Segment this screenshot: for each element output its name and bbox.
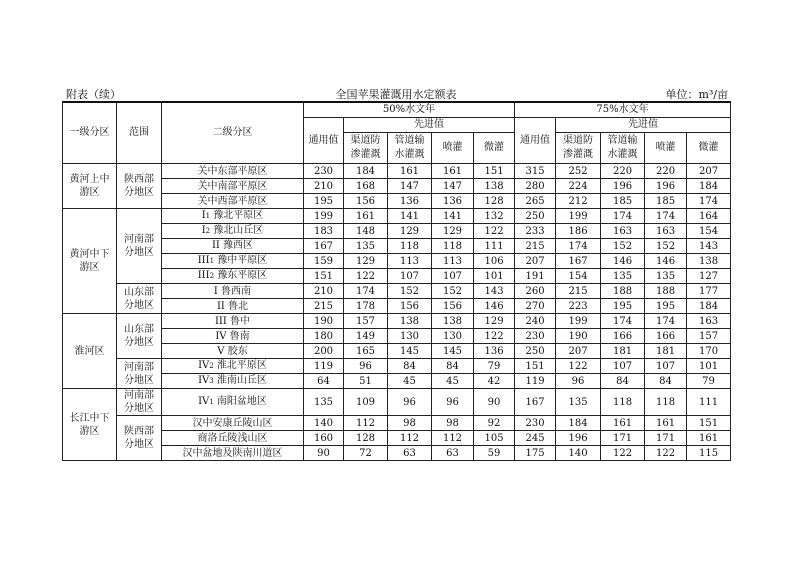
table-row (63, 374, 731, 389)
value-cell: 174 (601, 314, 645, 329)
value-cell: 163 (601, 224, 645, 239)
value-cell: 98 (432, 416, 474, 431)
value-cell: 167 (304, 239, 344, 254)
value-cell: 167 (556, 254, 601, 269)
value-cell: 180 (304, 329, 344, 344)
header-sprinkle-50: 喷灌 (432, 133, 474, 164)
value-cell: 185 (645, 194, 687, 209)
level2-zone-cell: 汉中盆地及陕南川道区 (162, 446, 304, 461)
value-cell: 128 (474, 194, 515, 209)
value-cell: 129 (432, 224, 474, 239)
value-cell: 96 (432, 389, 474, 416)
value-cell: 174 (687, 194, 731, 209)
value-cell: 130 (432, 329, 474, 344)
value-cell: 230 (515, 416, 556, 431)
value-cell: 260 (515, 284, 556, 299)
value-cell: 196 (601, 179, 645, 194)
level2-zone-cell: IV 鲁南 (162, 329, 304, 344)
value-cell: 135 (556, 389, 601, 416)
value-cell: 138 (388, 314, 432, 329)
table-row (63, 446, 731, 461)
range-cell: 河南部 分地区 (117, 209, 162, 284)
value-cell: 127 (687, 269, 731, 284)
value-cell: 122 (556, 359, 601, 374)
value-cell: 96 (344, 359, 388, 374)
level2-zone-cell: II 鲁北 (162, 299, 304, 314)
value-cell: 220 (601, 164, 645, 179)
value-cell: 174 (556, 239, 601, 254)
level2-zone-cell: III2 豫东平原区 (162, 269, 304, 284)
value-cell: 136 (388, 194, 432, 209)
value-cell: 111 (474, 239, 515, 254)
value-cell: 230 (515, 329, 556, 344)
value-cell: 152 (432, 284, 474, 299)
value-cell: 196 (645, 179, 687, 194)
value-cell: 42 (474, 374, 515, 389)
value-cell: 107 (388, 269, 432, 284)
range-cell: 陕西部 分地区 (117, 416, 162, 461)
value-cell: 111 (687, 389, 731, 416)
level1-zone-cell: 黄河中下 游区 (63, 209, 117, 314)
value-cell: 152 (601, 239, 645, 254)
table-title: 全国苹果灌溉用水定额表 (335, 88, 457, 101)
value-cell: 183 (304, 224, 344, 239)
value-cell: 122 (601, 446, 645, 461)
value-cell: 149 (344, 329, 388, 344)
value-cell: 233 (515, 224, 556, 239)
value-cell: 207 (556, 344, 601, 359)
value-cell: 195 (645, 299, 687, 314)
level2-zone-cell: I 鲁西南 (162, 284, 304, 299)
table-row (63, 239, 731, 254)
value-cell: 79 (474, 359, 515, 374)
value-cell: 119 (304, 359, 344, 374)
header-range: 范围 (117, 102, 162, 164)
value-cell: 135 (645, 269, 687, 284)
header-pipe-75: 管道输 水灌溉 (601, 133, 645, 164)
table-caption (62, 84, 730, 102)
value-cell: 109 (344, 389, 388, 416)
table-body (63, 164, 731, 461)
unit-label: 单位：m³/亩 (665, 88, 728, 101)
value-cell: 72 (344, 446, 388, 461)
table-row (63, 344, 731, 359)
value-cell: 174 (645, 209, 687, 224)
value-cell: 106 (474, 254, 515, 269)
table-row (63, 389, 731, 416)
header-freq50: 50%水文年 (304, 102, 515, 118)
level1-zone-cell: 淮河区 (63, 314, 117, 389)
level2-zone-cell: 商洛丘陵浅山区 (162, 431, 304, 446)
range-cell: 陕西部 分地区 (117, 164, 162, 209)
value-cell: 184 (344, 164, 388, 179)
value-cell: 174 (645, 314, 687, 329)
value-cell: 223 (556, 299, 601, 314)
table-row (63, 179, 731, 194)
value-cell: 190 (304, 314, 344, 329)
level2-zone-cell: 关中南部平原区 (162, 179, 304, 194)
value-cell: 199 (556, 209, 601, 224)
level2-zone-cell: 关中西部平原区 (162, 194, 304, 209)
value-cell: 138 (687, 254, 731, 269)
value-cell: 119 (515, 374, 556, 389)
value-cell: 122 (645, 446, 687, 461)
level2-zone-cell: II 豫西区 (162, 239, 304, 254)
value-cell: 161 (344, 209, 388, 224)
value-cell: 84 (645, 374, 687, 389)
value-cell: 98 (388, 416, 432, 431)
value-cell: 145 (432, 344, 474, 359)
value-cell: 151 (474, 164, 515, 179)
header-micro-50: 微灌 (474, 133, 515, 164)
range-cell: 河南部 分地区 (117, 359, 162, 389)
header-sprinkle-75: 喷灌 (645, 133, 687, 164)
table-row (63, 359, 731, 374)
value-cell: 156 (432, 299, 474, 314)
level2-zone-cell: I1 豫北平原区 (162, 209, 304, 224)
value-cell: 280 (515, 179, 556, 194)
value-cell: 265 (515, 194, 556, 209)
level2-zone-cell: 汉中安康丘陵山区 (162, 416, 304, 431)
value-cell: 143 (687, 239, 731, 254)
value-cell: 90 (474, 389, 515, 416)
level2-zone-cell: 关中东部平原区 (162, 164, 304, 179)
header-level2: 二级分区 (162, 102, 304, 164)
value-cell: 138 (432, 314, 474, 329)
value-cell: 112 (388, 431, 432, 446)
value-cell: 186 (556, 224, 601, 239)
value-cell: 92 (474, 416, 515, 431)
value-cell: 207 (687, 164, 731, 179)
value-cell: 178 (344, 299, 388, 314)
value-cell: 90 (304, 446, 344, 461)
value-cell: 96 (556, 374, 601, 389)
value-cell: 315 (515, 164, 556, 179)
value-cell: 220 (645, 164, 687, 179)
table-row (63, 416, 731, 431)
value-cell: 107 (601, 359, 645, 374)
value-cell: 118 (601, 389, 645, 416)
value-cell: 63 (388, 446, 432, 461)
value-cell: 230 (304, 164, 344, 179)
value-cell: 250 (515, 209, 556, 224)
value-cell: 143 (474, 284, 515, 299)
value-cell: 140 (304, 416, 344, 431)
level2-zone-cell: V 胶东 (162, 344, 304, 359)
value-cell: 128 (344, 431, 388, 446)
value-cell: 181 (601, 344, 645, 359)
value-cell: 113 (388, 254, 432, 269)
value-cell: 184 (556, 416, 601, 431)
value-cell: 84 (388, 359, 432, 374)
value-cell: 161 (388, 164, 432, 179)
value-cell: 161 (687, 431, 731, 446)
value-cell: 174 (601, 209, 645, 224)
value-cell: 130 (388, 329, 432, 344)
value-cell: 122 (474, 224, 515, 239)
header-canal-50: 渠道防 渗灌溉 (344, 133, 388, 164)
value-cell: 196 (556, 431, 601, 446)
value-cell: 141 (388, 209, 432, 224)
value-cell: 224 (556, 179, 601, 194)
header-level1: 一级分区 (63, 102, 117, 164)
value-cell: 101 (474, 269, 515, 284)
table-row (63, 299, 731, 314)
value-cell: 240 (515, 314, 556, 329)
value-cell: 165 (344, 344, 388, 359)
value-cell: 138 (474, 179, 515, 194)
table-row (63, 284, 731, 299)
value-cell: 151 (687, 416, 731, 431)
value-cell: 190 (556, 329, 601, 344)
value-cell: 163 (687, 314, 731, 329)
value-cell: 135 (304, 389, 344, 416)
value-cell: 147 (432, 179, 474, 194)
value-cell: 161 (432, 164, 474, 179)
table-row (63, 329, 731, 344)
value-cell: 101 (687, 359, 731, 374)
table-row (63, 431, 731, 446)
value-cell: 199 (304, 209, 344, 224)
value-cell: 129 (388, 224, 432, 239)
caption-appendix-label: 附表（续） (66, 88, 121, 101)
value-cell: 122 (344, 269, 388, 284)
table-row (63, 314, 731, 329)
table-header (63, 102, 731, 164)
value-cell: 79 (687, 374, 731, 389)
header-general-50: 通用值 (304, 118, 344, 164)
value-cell: 195 (304, 194, 344, 209)
value-cell: 159 (304, 254, 344, 269)
level2-zone-cell: IV2 淮北平原区 (162, 359, 304, 374)
value-cell: 135 (601, 269, 645, 284)
value-cell: 157 (687, 329, 731, 344)
value-cell: 210 (304, 284, 344, 299)
level2-zone-cell: I2 豫北山丘区 (162, 224, 304, 239)
value-cell: 45 (388, 374, 432, 389)
value-cell: 112 (432, 431, 474, 446)
value-cell: 118 (645, 389, 687, 416)
value-cell: 96 (388, 389, 432, 416)
value-cell: 161 (645, 416, 687, 431)
value-cell: 129 (344, 254, 388, 269)
header-advanced-75: 先进值 (556, 118, 731, 133)
value-cell: 115 (687, 446, 731, 461)
value-cell: 152 (645, 239, 687, 254)
value-cell: 107 (432, 269, 474, 284)
value-cell: 191 (515, 269, 556, 284)
value-cell: 113 (432, 254, 474, 269)
table-row (63, 164, 731, 179)
value-cell: 146 (601, 254, 645, 269)
value-cell: 132 (474, 209, 515, 224)
range-cell: 河南部 分地区 (117, 389, 162, 416)
header-canal-75: 渠道防 渗灌溉 (556, 133, 601, 164)
value-cell: 174 (344, 284, 388, 299)
value-cell: 146 (645, 254, 687, 269)
irrigation-quota-table (62, 101, 731, 461)
value-cell: 215 (556, 284, 601, 299)
level2-zone-cell: III1 豫中平原区 (162, 254, 304, 269)
value-cell: 118 (388, 239, 432, 254)
value-cell: 112 (344, 416, 388, 431)
value-cell: 166 (601, 329, 645, 344)
table-row (63, 194, 731, 209)
value-cell: 156 (388, 299, 432, 314)
value-cell: 64 (304, 374, 344, 389)
value-cell: 164 (687, 209, 731, 224)
value-cell: 177 (687, 284, 731, 299)
value-cell: 161 (601, 416, 645, 431)
value-cell: 188 (645, 284, 687, 299)
value-cell: 181 (645, 344, 687, 359)
value-cell: 151 (515, 359, 556, 374)
value-cell: 147 (388, 179, 432, 194)
level1-zone-cell: 长江中下 游区 (63, 389, 117, 461)
value-cell: 188 (601, 284, 645, 299)
value-cell: 145 (388, 344, 432, 359)
table-row (63, 209, 731, 224)
value-cell: 250 (515, 344, 556, 359)
level2-zone-cell: III 鲁中 (162, 314, 304, 329)
value-cell: 105 (474, 431, 515, 446)
value-cell: 163 (645, 224, 687, 239)
value-cell: 154 (556, 269, 601, 284)
value-cell: 136 (474, 344, 515, 359)
header-freq75: 75%水文年 (515, 102, 731, 118)
value-cell: 195 (601, 299, 645, 314)
value-cell: 184 (687, 299, 731, 314)
level1-zone-cell: 黄河上中 游区 (63, 164, 117, 209)
value-cell: 141 (432, 209, 474, 224)
value-cell: 215 (515, 239, 556, 254)
value-cell: 166 (645, 329, 687, 344)
value-cell: 148 (344, 224, 388, 239)
value-cell: 199 (556, 314, 601, 329)
range-cell: 山东部 分地区 (117, 284, 162, 314)
value-cell: 151 (304, 269, 344, 284)
range-cell: 山东部 分地区 (117, 314, 162, 359)
table-row (63, 224, 731, 239)
value-cell: 207 (515, 254, 556, 269)
value-cell: 175 (515, 446, 556, 461)
level2-zone-cell: IV1 南阳盆地区 (162, 389, 304, 416)
value-cell: 184 (687, 179, 731, 194)
value-cell: 154 (687, 224, 731, 239)
value-cell: 152 (388, 284, 432, 299)
value-cell: 156 (344, 194, 388, 209)
value-cell: 215 (304, 299, 344, 314)
value-cell: 135 (344, 239, 388, 254)
value-cell: 84 (432, 359, 474, 374)
value-cell: 168 (344, 179, 388, 194)
value-cell: 167 (515, 389, 556, 416)
value-cell: 210 (304, 179, 344, 194)
value-cell: 212 (556, 194, 601, 209)
value-cell: 146 (474, 299, 515, 314)
value-cell: 59 (474, 446, 515, 461)
value-cell: 136 (432, 194, 474, 209)
header-pipe-50: 管道输 水灌溉 (388, 133, 432, 164)
value-cell: 122 (474, 329, 515, 344)
table-row (63, 269, 731, 284)
value-cell: 129 (474, 314, 515, 329)
value-cell: 140 (556, 446, 601, 461)
value-cell: 63 (432, 446, 474, 461)
value-cell: 185 (601, 194, 645, 209)
value-cell: 171 (601, 431, 645, 446)
value-cell: 157 (344, 314, 388, 329)
value-cell: 200 (304, 344, 344, 359)
value-cell: 270 (515, 299, 556, 314)
header-advanced-50: 先进值 (344, 118, 515, 133)
value-cell: 84 (601, 374, 645, 389)
value-cell: 45 (432, 374, 474, 389)
value-cell: 160 (304, 431, 344, 446)
value-cell: 51 (344, 374, 388, 389)
value-cell: 245 (515, 431, 556, 446)
table-row (63, 254, 731, 269)
level2-zone-cell: IV3 淮南山丘区 (162, 374, 304, 389)
value-cell: 252 (556, 164, 601, 179)
value-cell: 118 (432, 239, 474, 254)
header-micro-75: 微灌 (687, 133, 731, 164)
header-general-75: 通用值 (515, 118, 556, 164)
value-cell: 171 (645, 431, 687, 446)
value-cell: 107 (645, 359, 687, 374)
value-cell: 170 (687, 344, 731, 359)
